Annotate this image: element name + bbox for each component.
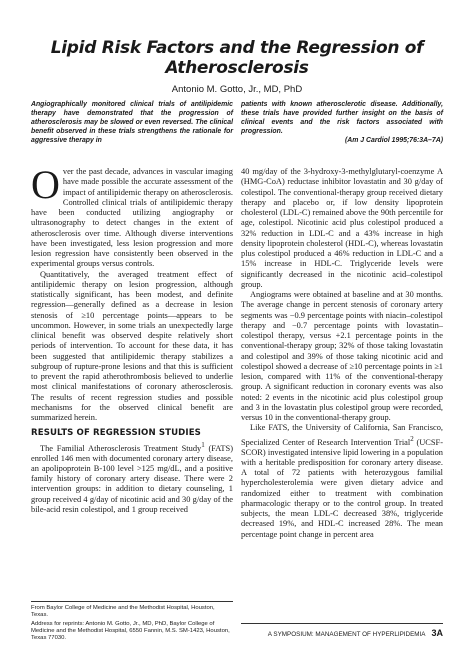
intro-paragraph-text: ver the past decade, advances in vascular imaging have made possible the accurate assessment of the impact of antilipidemic therapy on atherosclerosis. Controlled clinical trials of antilipidemic therapy have been conducted utilizing angiography or ultrasonography to detect changes in the extent of atherosclerosis over time. Although diverse interventions have been investigated, less lesion progression and more lesion regression have consistently been observed in the experimental groups versus controls.: [31, 167, 233, 269]
ucsf-text-end: (UCSF-SCOR) investigated intensive lipid lowering in a population with a heritable predisposition for coronary artery disease. A total of 72 patients with heterozygous familial hypercholesterolemia were given dietary advice and randomized either to treatment with combination pharmacologic therapy or to the control group. In treated subjects, the mean LDL-C decreased 38%, triglyceride decreased 19%, and HDL-C increased 28%. The mean percentage point change in percent area: [241, 437, 443, 539]
title-line-2: Atherosclerosis: [165, 58, 309, 78]
page-footer: [241, 628, 443, 638]
ucsf-text-start: Like FATS, the University of California, San Francisco, Specialized Center of Research Intervention Trial: [241, 423, 443, 447]
abstract-right: [241, 101, 443, 146]
footnotes: [31, 605, 233, 643]
fats-text-end: (FATS) enrolled 146 men with documented coronary artery disease, an apolipoprotein B-100 level >125 mg/dL, and a positive family history of coronary artery disease. There were 2 intervention groups: in addition to dietary counseling, 1 group received 4 g/day of nicotinic acid and 30 g/day of the bile-acid resin colestipol, and 1 group received: [31, 443, 233, 514]
footnote-rule: [31, 601, 233, 602]
section-heading: RESULTS OF REGRESSION STUDIES: [31, 428, 201, 439]
title-line-1: Lipid Risk Factors and the Regression of: [50, 38, 424, 58]
page-number: 3A: [431, 628, 443, 638]
footer-rule: [241, 623, 443, 624]
reprints-footnote: Address for reprints: Antonio M. Gotto, Jr., MD, PhD, Baylor College of Medicine and the Methodist Hospital, 6550 Fannin, M.S. SM-1423, Houston, Texas 77030.: [31, 620, 230, 642]
drop-cap: O: [31, 162, 60, 207]
abstract-right-text: patients with known atherosclerotic disease. Additionally, these trials have provided further insight on the basis of clinical events and the risk factors associated with progression.: [241, 101, 443, 135]
abstract-citation: (Am J Cardiol 1995;76:3A–7A): [344, 136, 443, 144]
angiograms-paragraph: Angiograms were obtained at baseline and at 30 months. The average change in percent stenosis of coronary artery segments was −0.9 percentage points with niacin–colestipol therapy and −0.7 percentage points with lovastatin–colestipol therapy, versus +2.1 percentage points in the conventional-therapy group; 32% of those taking lovastatin and colestipol and 39% of those taking nicotinic acid and colestipol showed a decrease of ≥10 percentage points in ≥1 lesion, compared with 11% of the conventional-therapy group. A significant reduction in coronary events was also noted: 2 events in the nicotinic acid plus colestipol group and 3 in the lovastatin plus colestipol group were recorded, versus 10 in the conventional-therapy group.: [241, 290, 443, 422]
affiliation-footnote: From Baylor College of Medicine and the Methodist Hospital, Houston, Texas.: [31, 605, 215, 619]
lovastatin-paragraph: 40 mg/day of the 3-hydroxy-3-methylglutaryl-coenzyme A (HMG-CoA) reductase inhibitor lovastatin and 30 g/day of colestipol. The conventional-therapy group received dietary therapy and placebo or, if low density lipoprotein cholesterol (LDL-C) remained above the 90th percentile for age, colestipol. Nicotinic acid plus colestipol produced a 32% reduction in LDL-C and a 43% increase in high density lipoprotein cholesterol (HDL-C), whereas lovastatin plus colestipol produced a 46% reduction in LDL-C and a 15% increase in HDL-C. Triglyceride levels were significantly decreased in the nicotinic acid–colestipol group.: [241, 167, 443, 289]
abstract-left: Angiographically monitored clinical trials of antilipidemic therapy have demonstrated that the progression of atherosclerosis may be slowed or even reversed. The clinical benefit observed in these trials strengthens the rationale for aggressive therapy in: [31, 101, 233, 144]
ucsf-scor-paragraph: [241, 423, 443, 540]
author-name: Antonio M. Gotto, Jr., MD, PhD: [171, 84, 303, 95]
quantitative-paragraph: Quantitatively, the averaged treatment effect of antilipidemic therapy on lesion progression, although statistically significant, has been modest, and definite regression—generally defined as a decrease in lesion stenosis of ≥10 percentage points—appears to be uncommon. However, in some trials an unexpectedly large clinical benefit was observed despite relatively short periods of intervention. To account for these data, it has been suggested that antilipidemic therapy stabilizes a subgroup of rupture-prone lesions and that this is sufficient to prevent the rapid atherothrombosis believed to underlie most clinical manifestations of coronary atherosclerosis. The results of recent regression studies and possible mechanisms for the observed clinical benefit are summarized herein.: [31, 269, 233, 422]
right-column: [241, 167, 443, 540]
footer-running-title: A SYMPOSIUM: MANAGEMENT OF HYPERLIPIDEMIA: [267, 631, 426, 638]
fats-text-start: The Familial Atherosclerosis Treatment Study: [40, 443, 202, 453]
article-title: [0, 38, 474, 78]
reference-superscript: 2: [410, 434, 414, 443]
left-column: [31, 162, 233, 515]
reference-superscript: 1: [201, 440, 205, 449]
fats-paragraph: [31, 440, 233, 516]
intro-paragraph: [31, 162, 233, 270]
